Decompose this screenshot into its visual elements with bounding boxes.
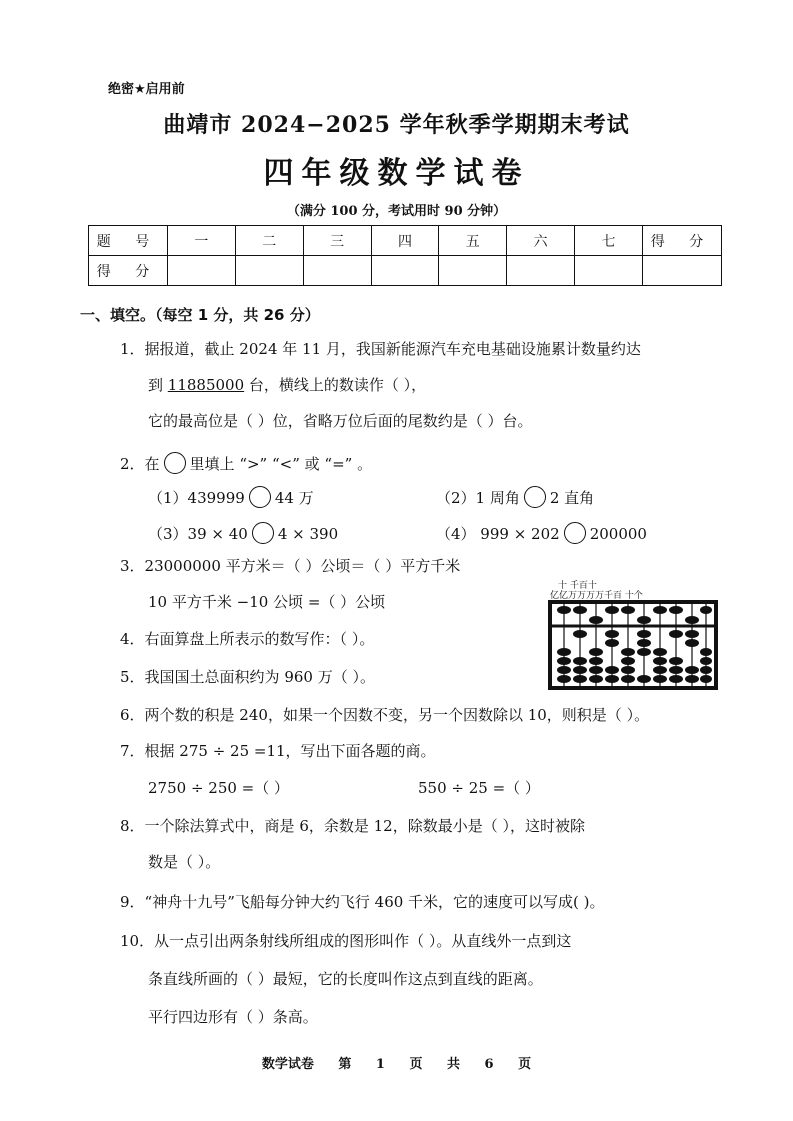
score-cell[interactable] — [168, 256, 236, 286]
question-1-line-2 — [148, 374, 426, 395]
abacus-label-bottom: 亿亿万万万万千百 十个 — [550, 591, 643, 601]
text: 到 — [148, 376, 168, 394]
score-table-header-row — [89, 226, 722, 256]
text: 2．在 — [120, 455, 160, 473]
table-cell: 得 分 — [643, 226, 722, 256]
paper-title: 四年级数学试卷 — [263, 156, 530, 191]
question-7a: 2750 ÷ 250 =（ ） — [148, 779, 290, 797]
text: 里填上 “>” “<” 或 “=” 。 — [189, 455, 373, 473]
question-4: 4．右面算盘上所表示的数写作：（ ）。 — [120, 630, 375, 648]
score-cell[interactable] — [303, 256, 371, 286]
text: 台，横线上的数读作（ ）， — [244, 376, 427, 394]
score-cell[interactable] — [371, 256, 439, 286]
table-cell: 六 — [507, 226, 575, 256]
question-6: 6．两个数的积是 240，如果一个因数不变，另一个因数除以 10，则积是（ ）。 — [120, 706, 650, 724]
section-title: 一、填空。（每空 1 分，共 26 分） — [80, 306, 320, 324]
question-7-line-1: 7．根据 275 ÷ 25 =11，写出下面各题的商。 — [120, 742, 436, 760]
text: 4 × 390 — [277, 525, 339, 543]
score-cell[interactable] — [643, 256, 722, 286]
question-10-line-1: 10．从一点引出两条射线所组成的图形叫作（ ）。从直线外一点到这 — [120, 932, 572, 950]
score-cell[interactable] — [439, 256, 507, 286]
table-cell: 二 — [235, 226, 303, 256]
question-8-line-2: 数是（ ）。 — [148, 853, 221, 871]
abacus-label-top: 十 千百十 — [558, 581, 597, 591]
question-1-line-3: 它的最高位是（ ）位，省略万位后面的尾数约是（ ）台。 — [148, 412, 533, 430]
answer-circle[interactable] — [249, 486, 271, 508]
table-cell: 一 — [168, 226, 236, 256]
text: 44 万 — [274, 489, 314, 507]
text: （4） 999 × 202 — [436, 525, 560, 543]
question-2b — [436, 486, 594, 508]
question-2d — [436, 522, 647, 544]
text: 2 直角 — [549, 489, 595, 507]
confidential-label: 绝密★启用前 — [108, 82, 185, 97]
answer-circle[interactable] — [252, 522, 274, 544]
score-cell[interactable] — [575, 256, 643, 286]
question-10-line-3: 平行四边形有（ ）条高。 — [148, 1008, 318, 1026]
table-cell: 五 — [439, 226, 507, 256]
score-table-score-row — [89, 256, 722, 286]
table-cell: 得 分 — [89, 256, 168, 286]
underlined-number: 11885000 — [167, 376, 245, 394]
question-3-line-1: 3．23000000 平方米＝（ ）公顷＝（ ）平方千米 — [120, 557, 461, 575]
text: 200000 — [589, 525, 647, 543]
page-footer: 数学试卷 第 1 页 共 6 页 — [261, 1057, 532, 1072]
text: （2）1 周角 — [436, 489, 520, 507]
question-5: 5．我国国土总面积约为 960 万（ ）。 — [120, 668, 375, 686]
question-1-line-1: 1．据报道，截止 2024 年 11 月，我国新能源汽车充电基础设施累计数量约达 — [120, 340, 641, 358]
score-table — [88, 225, 722, 286]
score-cell[interactable] — [507, 256, 575, 286]
question-3-line-2: 10 平方千米 −10 公顷 =（ ）公顷 — [148, 593, 386, 611]
table-cell: 三 — [303, 226, 371, 256]
answer-circle[interactable] — [564, 522, 586, 544]
abacus-figure — [548, 578, 718, 690]
question-2a — [148, 486, 314, 508]
text: （1）439999 — [148, 489, 245, 507]
text: （3）39 × 40 — [148, 525, 248, 543]
score-cell[interactable] — [235, 256, 303, 286]
question-7b: 550 ÷ 25 =（ ） — [418, 779, 540, 797]
question-2c — [148, 522, 338, 544]
exam-note: （满分 100 分，考试用时 90 分钟） — [286, 204, 507, 219]
table-cell: 七 — [575, 226, 643, 256]
abacus-icon — [548, 600, 718, 690]
circle-icon — [164, 452, 186, 474]
exam-title: 曲靖市 2024−2025 学年秋季学期期末考试 — [163, 112, 630, 138]
table-cell: 四 — [371, 226, 439, 256]
question-2-line-1 — [120, 452, 372, 474]
question-8-line-1: 8．一个除法算式中，商是 6，余数是 12，除数最小是（ ），这时被除 — [120, 817, 585, 835]
question-9: 9．“神舟十九号”飞船每分钟大约飞行 460 千米，它的速度可以写成( )。 — [120, 893, 605, 911]
question-10-line-2: 条直线所画的（ ）最短，它的长度叫作这点到直线的距离。 — [148, 970, 543, 988]
table-cell: 题 号 — [89, 226, 168, 256]
answer-circle[interactable] — [524, 486, 546, 508]
